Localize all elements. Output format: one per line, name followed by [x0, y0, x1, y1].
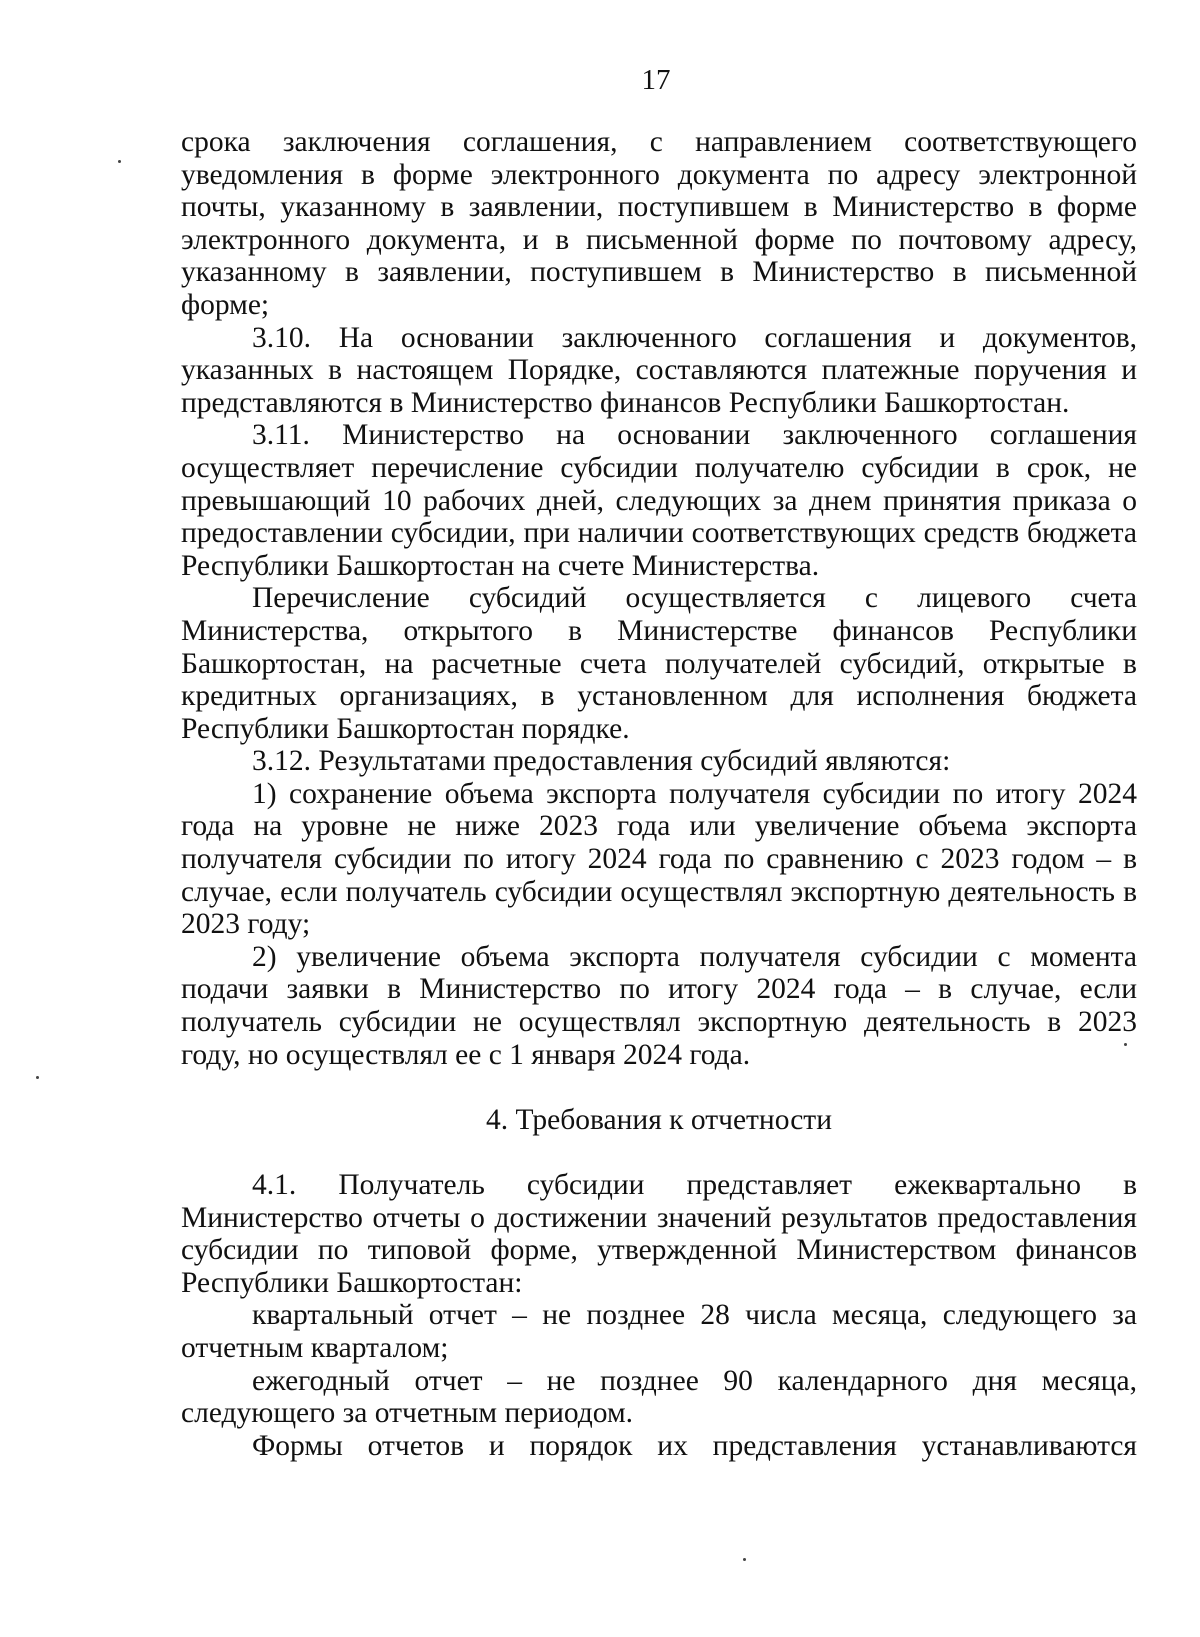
section-4-heading: 4. Требования к отчетности — [486, 1103, 832, 1136]
paragraph-3-10: 3.10. На основании заключенного соглашения и документов, указанных в настоящем Порядке, составляются платежные поручения и представляются в Министерство финансов Республики Башкортостан. — [181, 321, 1137, 419]
scan-speck — [118, 160, 121, 163]
paragraph-3-11: 3.11. Министерство на основании заключенного соглашения осуществляет перечисление субсидии получателю субсидии в срок, не превышающий 10 рабочих дней, следующих за днем принятия приказа о предоставлении субсидии, при наличии соответствующих средств бюджета Республики Башкортостан на счете Министерства. — [181, 419, 1137, 582]
scan-speck — [1124, 1043, 1127, 1046]
scan-speck — [743, 1558, 746, 1561]
document-body — [181, 126, 1137, 1462]
list-item-2: 2) увеличение объема экспорта получателя субсидии с момента подачи заявки в Министерство по итогу 2024 года – в случае, если получатель субсидии не осуществлял экспортную деятельность в 2023 году, но осуществлял ее с 1 января 2024 года. — [181, 940, 1137, 1071]
spacer — [181, 1136, 1137, 1169]
page-number: 17 — [641, 64, 671, 96]
paragraph-annual-report: ежегодный отчет – не позднее 90 календарного дня месяца, следующего за отчетным периодом. — [181, 1364, 1137, 1430]
list-item-1: 1) сохранение объема экспорта получателя субсидии по итогу 2024 года на уровне не ниже 2023 года или увеличение объема экспорта получателя субсидии по итогу 2024 года по сравнению с 2023 годом – в случае, если получатель субсидии осуществлял экспортную деятельность в 2023 году; — [181, 777, 1137, 941]
paragraph-continuation: срока заключения соглашения, с направлением соответствующего уведомления в форме электронного документа по адресу электронной почты, указанному в заявлении, поступившем в Министерство в форме электронного документа, и в письменной форме по почтовому адресу, указанному в заявлении, поступившем в Министерство в письменной форме; — [181, 126, 1137, 321]
spacer — [181, 1071, 1137, 1104]
scan-speck — [36, 1076, 39, 1079]
paragraph-3-12: 3.12. Результатами предоставления субсидий являются: — [252, 745, 951, 778]
paragraph-4-1: 4.1. Получатель субсидии представляет ежеквартально в Министерство отчеты о достижении значений результатов предоставления субсидии по типовой форме, утвержденной Министерством финансов Республики Башкортостан: — [181, 1169, 1137, 1299]
paragraph-report-forms: Формы отчетов и порядок их представления устанавливаются — [252, 1429, 1137, 1462]
paragraph-quarterly-report: квартальный отчет – не позднее 28 числа месяца, следующего за отчетным кварталом; — [181, 1299, 1137, 1364]
paragraph-subsidy-transfer: Перечисление субсидий осуществляется с лицевого счета Министерства, открытого в Министерстве финансов Республики Башкортостан, на расчетные счета получателей субсидий, открытые в кредитных организациях, в установленном для исполнения бюджета Республики Башкортостан порядке. — [181, 582, 1137, 745]
